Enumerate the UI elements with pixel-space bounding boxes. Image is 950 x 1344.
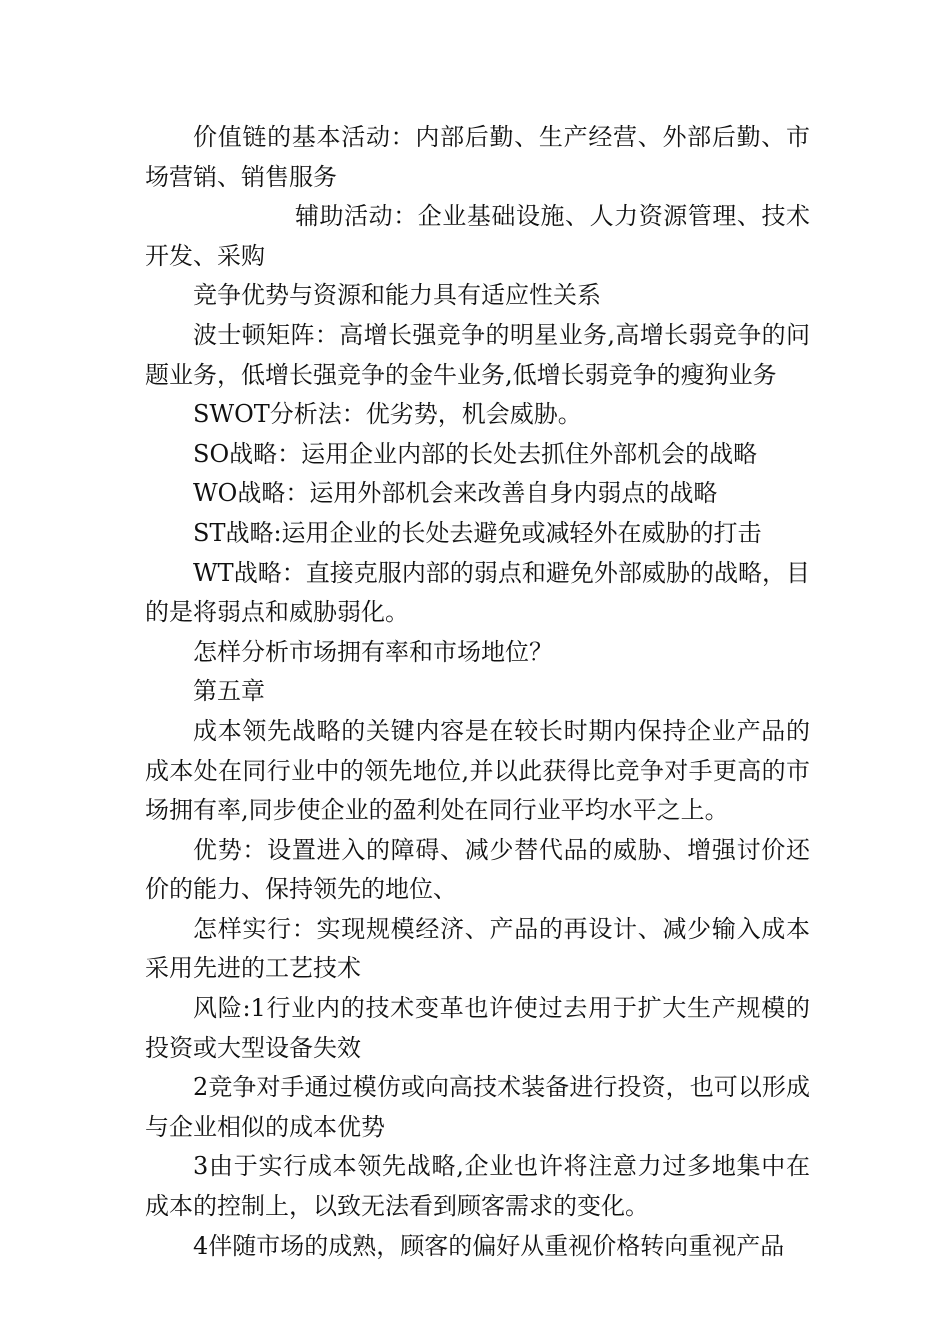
paragraph-advantages: 优势：设置进入的障碍、减少替代品的威胁、增强讨价还价的能力、保持领先的地位、 (145, 835, 810, 904)
paragraph-st-strategy: ST战略:运用企业的长处去避免或减轻外在威胁的打击 (193, 518, 762, 547)
paragraph-risk-3: 3由于实行成本领先战略,企业也许将注意力过多地集中在成本的控制上，以致无法看到顾客需求的变化。 (145, 1152, 810, 1221)
chapter-heading: 第五章 (193, 677, 265, 706)
paragraph-risk-2: 2竞争对手通过模仿或向高技术装备进行投资，也可以形成与企业相似的成本优势 (145, 1073, 810, 1141)
paragraph-market-share-question: 怎样分析市场拥有率和市场地位？ (193, 637, 553, 666)
paragraph-implementation: 怎样实行：实现规模经济、产品的再设计、减少输入成本采用先进的工艺技术 (145, 914, 810, 983)
paragraph-wo-strategy: WO战略：运用外部机会来改善自身内弱点的战略 (193, 479, 718, 508)
paragraph-boston-matrix: 波士顿矩阵：高增长强竞争的明星业务,高增长弱竞争的问题业务，低增长强竞争的金牛业务,低增长弱竞争的瘦狗业务 (145, 320, 810, 389)
paragraph-value-chain-primary: 价值链的基本活动：内部后勤、生产经营、外部后勤、市场营销、销售服务 (145, 123, 810, 191)
paragraph-cost-leadership: 成本领先战略的关键内容是在较长时期内保持企业产品的成本处在同行业中的领先地位,并以此获得比竞争对手更高的市场拥有率,同步使企业的盈利处在同行业平均水平之上。 (145, 716, 810, 825)
paragraph-value-chain-support: 辅助活动：企业基础设施、人力资源管理、技术开发、采购 (145, 202, 810, 270)
paragraph-risk-1: 风险:1行业内的技术变革也许使过去用于扩大生产规模的投资或大型设备失效 (145, 994, 810, 1062)
paragraph-risk-4: 4伴随市场的成熟，顾客的偏好从重视价格转向重视产品 (193, 1231, 785, 1260)
paragraph-wt-strategy: WT战略：直接克服内部的弱点和避免外部威胁的战略，目的是将弱点和威胁弱化。 (145, 558, 810, 627)
paragraph-swot: SWOT分析法：优劣势，机会威胁。 (193, 400, 582, 429)
document-body (145, 118, 810, 1266)
paragraph-so-strategy: SO战略：运用企业内部的长处去抓住外部机会的战略 (193, 439, 758, 468)
paragraph-competitive-advantage: 竞争优势与资源和能力具有适应性关系 (193, 281, 601, 310)
